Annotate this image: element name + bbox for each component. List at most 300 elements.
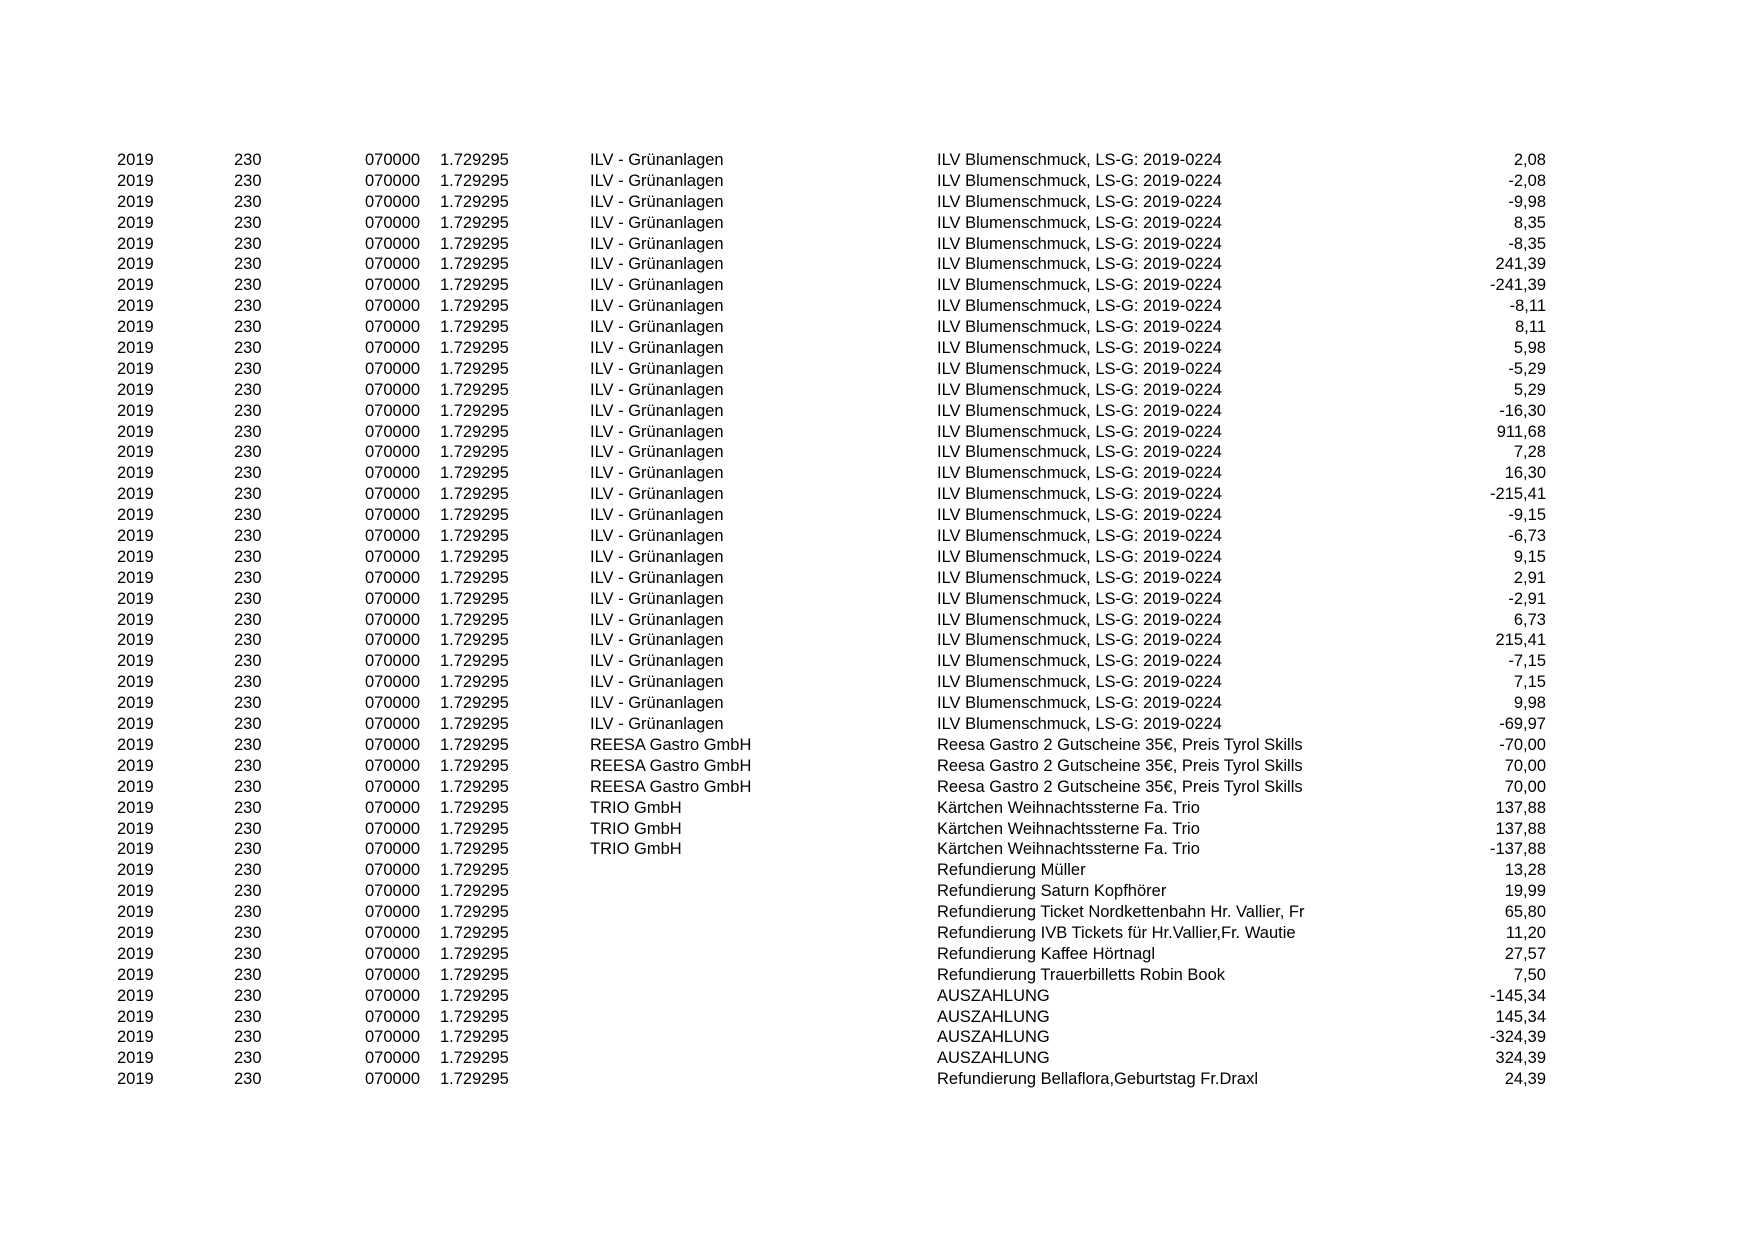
year-cell: 2019 (117, 923, 154, 942)
cost-center-cell: 070000 (365, 151, 421, 169)
table-row (0, 296, 1754, 317)
code-cell: 230 (234, 882, 262, 901)
vendor-cell: REESA Gastro GmbH (590, 756, 752, 775)
year-cell: 2019 (117, 359, 154, 378)
posting-text-cell: Refundierung Trauerbilletts Robin Book (937, 965, 1226, 984)
account-cell: 1.729295 (440, 694, 509, 713)
table-row (0, 338, 1754, 359)
amount-cell: 7,15 (1513, 673, 1546, 692)
cost-center-cell: 070000 (365, 986, 421, 1005)
amount-cell: 2,91 (1513, 568, 1546, 587)
account-cell: 1.729295 (440, 213, 509, 232)
cost-center-cell: 070000 (365, 318, 421, 337)
table-row (0, 881, 1754, 902)
amount-cell: 19,99 (1504, 882, 1546, 901)
cost-center-cell: 070000 (365, 255, 421, 274)
account-cell: 1.729295 (440, 192, 509, 211)
cost-center-cell: 070000 (365, 965, 421, 984)
code-cell: 230 (234, 652, 262, 671)
vendor-cell: ILV - Grünanlagen (590, 171, 724, 190)
year-cell: 2019 (117, 171, 154, 190)
amount-cell: 324,39 (1495, 1049, 1546, 1068)
cost-center-cell: 070000 (365, 234, 421, 253)
vendor-cell: ILV - Grünanlagen (590, 234, 724, 253)
vendor-cell: ILV - Grünanlagen (590, 276, 724, 295)
account-cell: 1.729295 (440, 756, 509, 775)
code-cell: 230 (234, 1049, 262, 1068)
year-cell: 2019 (117, 547, 154, 566)
year-cell: 2019 (117, 903, 154, 922)
account-cell: 1.729295 (440, 464, 509, 483)
amount-cell: 13,28 (1504, 861, 1546, 880)
table-row (0, 860, 1754, 881)
amount-cell: -70,00 (1499, 735, 1546, 754)
amount-cell: 5,29 (1513, 380, 1546, 399)
account-cell: 1.729295 (440, 903, 509, 922)
posting-text-cell: ILV Blumenschmuck, LS-G: 2019-0224 (937, 673, 1222, 692)
vendor-cell: ILV - Grünanlagen (590, 213, 724, 232)
account-cell: 1.729295 (440, 234, 509, 253)
account-cell: 1.729295 (440, 798, 509, 817)
code-cell: 230 (234, 589, 262, 608)
posting-text-cell: ILV Blumenschmuck, LS-G: 2019-0224 (937, 443, 1222, 462)
cost-center-cell: 070000 (365, 715, 421, 734)
amount-cell: -6,73 (1508, 527, 1546, 546)
year-cell: 2019 (117, 339, 154, 358)
posting-text-cell: ILV Blumenschmuck, LS-G: 2019-0224 (937, 297, 1222, 316)
account-cell: 1.729295 (440, 882, 509, 901)
table-row (0, 1007, 1754, 1028)
cost-center-cell: 070000 (365, 359, 421, 378)
year-cell: 2019 (117, 527, 154, 546)
posting-text-cell: AUSZAHLUNG (937, 986, 1050, 1005)
account-cell: 1.729295 (440, 527, 509, 546)
amount-cell: 8,35 (1513, 213, 1546, 232)
cost-center-cell: 070000 (365, 610, 421, 629)
table-row (0, 672, 1754, 693)
table-row (0, 693, 1754, 714)
table-row (0, 819, 1754, 840)
cost-center-cell: 070000 (365, 861, 421, 880)
posting-text-cell: ILV Blumenschmuck, LS-G: 2019-0224 (937, 506, 1222, 525)
posting-text-cell: ILV Blumenschmuck, LS-G: 2019-0224 (937, 255, 1222, 274)
code-cell: 230 (234, 401, 262, 420)
posting-text-cell: Refundierung Bellaflora,Geburtstag Fr.Draxl (937, 1070, 1258, 1089)
amount-cell: -9,15 (1508, 506, 1546, 525)
vendor-cell: ILV - Grünanlagen (590, 485, 724, 504)
vendor-cell: ILV - Grünanlagen (590, 652, 724, 671)
year-cell: 2019 (117, 1049, 154, 1068)
amount-cell: 137,88 (1495, 819, 1546, 838)
code-cell: 230 (234, 568, 262, 587)
amount-cell: 137,88 (1495, 798, 1546, 817)
code-cell: 230 (234, 903, 262, 922)
cost-center-cell: 070000 (365, 756, 421, 775)
cost-center-cell: 070000 (365, 422, 421, 441)
account-cell: 1.729295 (440, 485, 509, 504)
amount-cell: -145,34 (1490, 986, 1546, 1005)
amount-cell: -2,08 (1508, 171, 1546, 190)
amount-cell: -5,29 (1508, 359, 1546, 378)
code-cell: 230 (234, 171, 262, 190)
code-cell: 230 (234, 192, 262, 211)
account-cell: 1.729295 (440, 1028, 509, 1047)
account-cell: 1.729295 (440, 547, 509, 566)
code-cell: 230 (234, 673, 262, 692)
posting-text-cell: Reesa Gastro 2 Gutscheine 35€, Preis Tyrol Skills (937, 756, 1303, 775)
table-row (0, 630, 1754, 651)
cost-center-cell: 070000 (365, 506, 421, 525)
vendor-cell: ILV - Grünanlagen (590, 464, 724, 483)
table-row (0, 234, 1754, 255)
amount-cell: -2,91 (1508, 589, 1546, 608)
code-cell: 230 (234, 255, 262, 274)
table-row (0, 1069, 1754, 1090)
posting-text-cell: ILV Blumenschmuck, LS-G: 2019-0224 (937, 547, 1222, 566)
amount-cell: -7,15 (1508, 652, 1546, 671)
amount-cell: -8,35 (1508, 234, 1546, 253)
year-cell: 2019 (117, 673, 154, 692)
year-cell: 2019 (117, 213, 154, 232)
code-cell: 230 (234, 965, 262, 984)
account-cell: 1.729295 (440, 443, 509, 462)
vendor-cell: ILV - Grünanlagen (590, 422, 724, 441)
posting-text-cell: Refundierung Saturn Kopfhörer (937, 882, 1167, 901)
code-cell: 230 (234, 694, 262, 713)
cost-center-cell: 070000 (365, 735, 421, 754)
amount-cell: 8,11 (1515, 318, 1546, 337)
vendor-cell: ILV - Grünanlagen (590, 297, 724, 316)
cost-center-cell: 070000 (365, 944, 421, 963)
account-cell: 1.729295 (440, 297, 509, 316)
cost-center-cell: 070000 (365, 443, 421, 462)
table-row (0, 150, 1754, 171)
code-cell: 230 (234, 735, 262, 754)
cost-center-cell: 070000 (365, 1070, 421, 1089)
table-row (0, 254, 1754, 275)
account-cell: 1.729295 (440, 631, 509, 650)
account-cell: 1.729295 (440, 1070, 509, 1089)
code-cell: 230 (234, 464, 262, 483)
posting-text-cell: ILV Blumenschmuck, LS-G: 2019-0224 (937, 568, 1222, 587)
code-cell: 230 (234, 840, 262, 859)
year-cell: 2019 (117, 944, 154, 963)
account-cell: 1.729295 (440, 652, 509, 671)
table-row (0, 171, 1754, 192)
account-cell: 1.729295 (440, 715, 509, 734)
year-cell: 2019 (117, 276, 154, 295)
account-cell: 1.729295 (440, 819, 509, 838)
year-cell: 2019 (117, 840, 154, 859)
account-cell: 1.729295 (440, 610, 509, 629)
posting-text-cell: Reesa Gastro 2 Gutscheine 35€, Preis Tyrol Skills (937, 735, 1303, 754)
vendor-cell: ILV - Grünanlagen (590, 547, 724, 566)
year-cell: 2019 (117, 401, 154, 420)
code-cell: 230 (234, 297, 262, 316)
code-cell: 230 (234, 318, 262, 337)
account-cell: 1.729295 (440, 1007, 509, 1026)
amount-cell: -8,11 (1509, 297, 1546, 316)
year-cell: 2019 (117, 568, 154, 587)
table-row (0, 568, 1754, 589)
cost-center-cell: 070000 (365, 1028, 421, 1047)
code-cell: 230 (234, 234, 262, 253)
code-cell: 230 (234, 944, 262, 963)
year-cell: 2019 (117, 506, 154, 525)
cost-center-cell: 070000 (365, 1007, 421, 1026)
table-row (0, 735, 1754, 756)
table-row (0, 651, 1754, 672)
year-cell: 2019 (117, 735, 154, 754)
vendor-cell: ILV - Grünanlagen (590, 673, 724, 692)
code-cell: 230 (234, 276, 262, 295)
year-cell: 2019 (117, 443, 154, 462)
posting-text-cell: ILV Blumenschmuck, LS-G: 2019-0224 (937, 631, 1222, 650)
table-row (0, 401, 1754, 422)
table-row (0, 777, 1754, 798)
posting-text-cell: ILV Blumenschmuck, LS-G: 2019-0224 (937, 610, 1222, 629)
cost-center-cell: 070000 (365, 401, 421, 420)
account-cell: 1.729295 (440, 861, 509, 880)
table-row (0, 359, 1754, 380)
table-row (0, 965, 1754, 986)
cost-center-cell: 070000 (365, 798, 421, 817)
code-cell: 230 (234, 631, 262, 650)
posting-text-cell: ILV Blumenschmuck, LS-G: 2019-0224 (937, 380, 1222, 399)
vendor-cell: ILV - Grünanlagen (590, 380, 724, 399)
year-cell: 2019 (117, 819, 154, 838)
cost-center-cell: 070000 (365, 631, 421, 650)
year-cell: 2019 (117, 610, 154, 629)
cost-center-cell: 070000 (365, 171, 421, 190)
posting-text-cell: ILV Blumenschmuck, LS-G: 2019-0224 (937, 359, 1222, 378)
code-cell: 230 (234, 506, 262, 525)
posting-text-cell: Reesa Gastro 2 Gutscheine 35€, Preis Tyrol Skills (937, 777, 1303, 796)
cost-center-cell: 070000 (365, 673, 421, 692)
posting-text-cell: AUSZAHLUNG (937, 1007, 1050, 1026)
year-cell: 2019 (117, 589, 154, 608)
code-cell: 230 (234, 527, 262, 546)
code-cell: 230 (234, 777, 262, 796)
account-cell: 1.729295 (440, 923, 509, 942)
posting-text-cell: AUSZAHLUNG (937, 1028, 1050, 1047)
table-row (0, 756, 1754, 777)
account-cell: 1.729295 (440, 359, 509, 378)
posting-text-cell: ILV Blumenschmuck, LS-G: 2019-0224 (937, 589, 1222, 608)
table-row (0, 839, 1754, 860)
vendor-cell: ILV - Grünanlagen (590, 631, 724, 650)
ledger-table (0, 150, 1754, 1090)
year-cell: 2019 (117, 986, 154, 1005)
cost-center-cell: 070000 (365, 464, 421, 483)
amount-cell: 2,08 (1513, 151, 1546, 169)
account-cell: 1.729295 (440, 673, 509, 692)
table-row (0, 798, 1754, 819)
amount-cell: -241,39 (1490, 276, 1546, 295)
cost-center-cell: 070000 (365, 777, 421, 796)
vendor-cell: TRIO GmbH (590, 819, 682, 838)
vendor-cell: ILV - Grünanlagen (590, 255, 724, 274)
table-row (0, 589, 1754, 610)
posting-text-cell: ILV Blumenschmuck, LS-G: 2019-0224 (937, 339, 1222, 358)
posting-text-cell: ILV Blumenschmuck, LS-G: 2019-0224 (937, 401, 1222, 420)
code-cell: 230 (234, 923, 262, 942)
account-cell: 1.729295 (440, 380, 509, 399)
vendor-cell: ILV - Grünanlagen (590, 192, 724, 211)
table-row (0, 1027, 1754, 1048)
posting-text-cell: ILV Blumenschmuck, LS-G: 2019-0224 (937, 318, 1222, 337)
posting-text-cell: AUSZAHLUNG (937, 1049, 1050, 1068)
year-cell: 2019 (117, 715, 154, 734)
year-cell: 2019 (117, 631, 154, 650)
account-cell: 1.729295 (440, 965, 509, 984)
amount-cell: 215,41 (1495, 631, 1546, 650)
vendor-cell: ILV - Grünanlagen (590, 443, 724, 462)
cost-center-cell: 070000 (365, 213, 421, 232)
table-row (0, 505, 1754, 526)
code-cell: 230 (234, 986, 262, 1005)
amount-cell: 24,39 (1504, 1070, 1546, 1089)
table-row (0, 526, 1754, 547)
year-cell: 2019 (117, 318, 154, 337)
table-row (0, 422, 1754, 443)
code-cell: 230 (234, 422, 262, 441)
account-cell: 1.729295 (440, 255, 509, 274)
posting-text-cell: ILV Blumenschmuck, LS-G: 2019-0224 (937, 527, 1222, 546)
posting-text-cell: ILV Blumenschmuck, LS-G: 2019-0224 (937, 652, 1222, 671)
account-cell: 1.729295 (440, 589, 509, 608)
amount-cell: -9,98 (1508, 192, 1546, 211)
cost-center-cell: 070000 (365, 485, 421, 504)
vendor-cell: ILV - Grünanlagen (590, 715, 724, 734)
amount-cell: 145,34 (1495, 1007, 1546, 1026)
vendor-cell: ILV - Grünanlagen (590, 568, 724, 587)
year-cell: 2019 (117, 380, 154, 399)
code-cell: 230 (234, 715, 262, 734)
posting-text-cell: Kärtchen Weihnachtssterne Fa. Trio (937, 798, 1200, 817)
amount-cell: 11,20 (1505, 923, 1546, 942)
cost-center-cell: 070000 (365, 527, 421, 546)
amount-cell: -324,39 (1490, 1028, 1546, 1047)
cost-center-cell: 070000 (365, 297, 421, 316)
account-cell: 1.729295 (440, 840, 509, 859)
table-row (0, 380, 1754, 401)
code-cell: 230 (234, 485, 262, 504)
amount-cell: -16,30 (1499, 401, 1546, 420)
account-cell: 1.729295 (440, 318, 509, 337)
account-cell: 1.729295 (440, 1049, 509, 1068)
code-cell: 230 (234, 756, 262, 775)
vendor-cell: TRIO GmbH (590, 840, 682, 859)
amount-cell: -215,41 (1490, 485, 1546, 504)
posting-text-cell: ILV Blumenschmuck, LS-G: 2019-0224 (937, 234, 1222, 253)
account-cell: 1.729295 (440, 777, 509, 796)
account-cell: 1.729295 (440, 339, 509, 358)
cost-center-cell: 070000 (365, 380, 421, 399)
amount-cell: 70,00 (1504, 777, 1546, 796)
year-cell: 2019 (117, 422, 154, 441)
code-cell: 230 (234, 359, 262, 378)
vendor-cell: ILV - Grünanlagen (590, 339, 724, 358)
table-row (0, 547, 1754, 568)
amount-cell: 5,98 (1513, 339, 1546, 358)
vendor-cell: ILV - Grünanlagen (590, 589, 724, 608)
year-cell: 2019 (117, 882, 154, 901)
vendor-cell: ILV - Grünanlagen (590, 527, 724, 546)
cost-center-cell: 070000 (365, 276, 421, 295)
year-cell: 2019 (117, 652, 154, 671)
posting-text-cell: ILV Blumenschmuck, LS-G: 2019-0224 (937, 213, 1222, 232)
amount-cell: 16,30 (1504, 464, 1546, 483)
posting-text-cell: ILV Blumenschmuck, LS-G: 2019-0224 (937, 276, 1222, 295)
year-cell: 2019 (117, 464, 154, 483)
year-cell: 2019 (117, 234, 154, 253)
account-cell: 1.729295 (440, 276, 509, 295)
account-cell: 1.729295 (440, 151, 509, 169)
vendor-cell: ILV - Grünanlagen (590, 318, 724, 337)
account-cell: 1.729295 (440, 568, 509, 587)
cost-center-cell: 070000 (365, 903, 421, 922)
vendor-cell: ILV - Grünanlagen (590, 359, 724, 378)
year-cell: 2019 (117, 777, 154, 796)
year-cell: 2019 (117, 151, 154, 169)
code-cell: 230 (234, 1070, 262, 1089)
posting-text-cell: ILV Blumenschmuck, LS-G: 2019-0224 (937, 464, 1222, 483)
posting-text-cell: ILV Blumenschmuck, LS-G: 2019-0224 (937, 171, 1222, 190)
cost-center-cell: 070000 (365, 589, 421, 608)
posting-text-cell: Refundierung Ticket Nordkettenbahn Hr. Vallier, Fr (937, 903, 1305, 922)
cost-center-cell: 070000 (365, 547, 421, 566)
posting-text-cell: ILV Blumenschmuck, LS-G: 2019-0224 (937, 422, 1222, 441)
cost-center-cell: 070000 (365, 840, 421, 859)
account-cell: 1.729295 (440, 422, 509, 441)
cost-center-cell: 070000 (365, 339, 421, 358)
amount-cell: 65,80 (1504, 903, 1546, 922)
cost-center-cell: 070000 (365, 819, 421, 838)
table-row (0, 944, 1754, 965)
year-cell: 2019 (117, 485, 154, 504)
amount-cell: 9,98 (1513, 694, 1546, 713)
vendor-cell: ILV - Grünanlagen (590, 151, 724, 169)
amount-cell: 6,73 (1513, 610, 1546, 629)
year-cell: 2019 (117, 1070, 154, 1089)
account-cell: 1.729295 (440, 171, 509, 190)
year-cell: 2019 (117, 798, 154, 817)
year-cell: 2019 (117, 1028, 154, 1047)
amount-cell: -137,88 (1490, 840, 1546, 859)
amount-cell: 27,57 (1504, 944, 1546, 963)
amount-cell: 7,28 (1513, 443, 1546, 462)
table-row (0, 986, 1754, 1007)
amount-cell: 9,15 (1513, 547, 1546, 566)
posting-text-cell: Refundierung IVB Tickets für Hr.Vallier,Fr. Wautie (937, 923, 1296, 942)
table-row (0, 923, 1754, 944)
code-cell: 230 (234, 151, 262, 169)
vendor-cell: ILV - Grünanlagen (590, 610, 724, 629)
table-row (0, 484, 1754, 505)
posting-text-cell: Refundierung Kaffee Hörtnagl (937, 944, 1156, 963)
code-cell: 230 (234, 547, 262, 566)
year-cell: 2019 (117, 756, 154, 775)
code-cell: 230 (234, 861, 262, 880)
table-row (0, 192, 1754, 213)
year-cell: 2019 (117, 192, 154, 211)
posting-text-cell: ILV Blumenschmuck, LS-G: 2019-0224 (937, 715, 1222, 734)
code-cell: 230 (234, 339, 262, 358)
year-cell: 2019 (117, 297, 154, 316)
table-row (0, 317, 1754, 338)
vendor-cell: ILV - Grünanlagen (590, 506, 724, 525)
